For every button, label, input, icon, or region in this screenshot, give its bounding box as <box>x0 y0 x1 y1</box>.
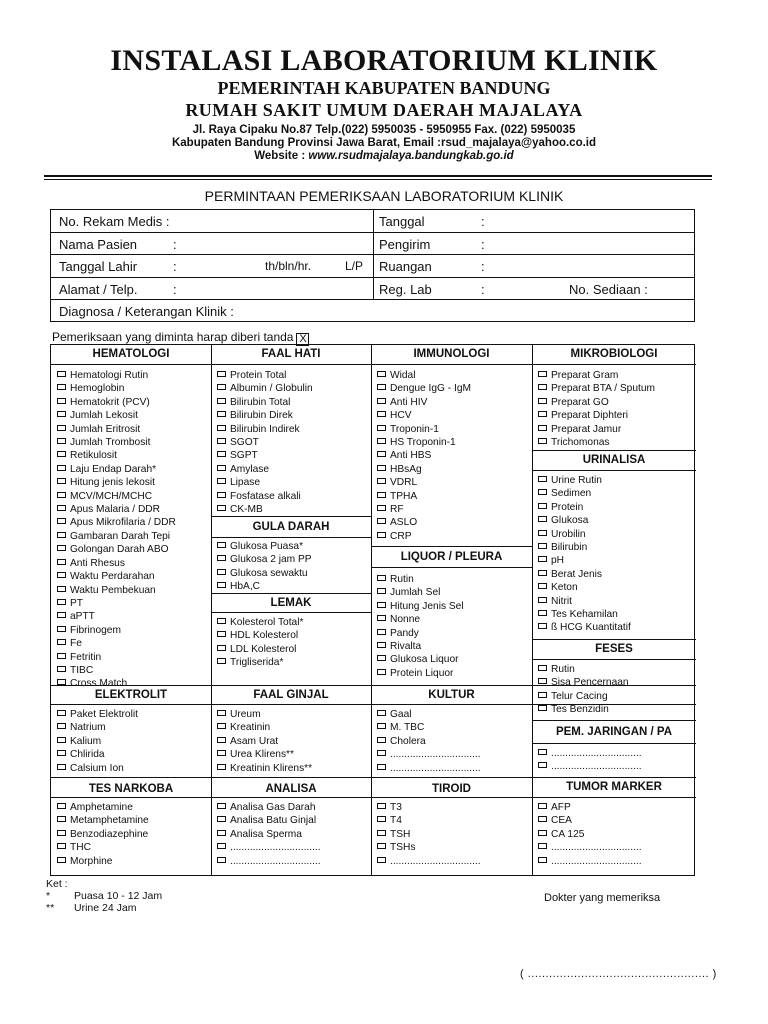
row-line <box>532 720 696 721</box>
ruangan-colon: : <box>481 259 485 274</box>
patient-info-box <box>50 209 695 322</box>
items-mikrobiologi <box>538 369 655 449</box>
checkbox-item[interactable]: Jumlah Trombosit <box>57 436 176 449</box>
checkbox-item[interactable]: ................................ <box>377 762 481 775</box>
checkbox-item[interactable]: TPHA <box>377 490 471 503</box>
rekam-medis-label: No. Rekam Medis : <box>59 214 170 229</box>
tanggal-label: Tanggal <box>379 214 425 229</box>
mark-example-box: X <box>296 333 309 346</box>
no-sediaan-label: No. Sediaan : <box>569 281 648 297</box>
section-title-tiroid: TIROID <box>432 783 471 795</box>
checkbox-item[interactable]: Rivalta <box>377 640 464 653</box>
checkbox-item[interactable]: Amylase <box>217 463 313 476</box>
form-title: PERMINTAAN PEMERIKSAAN LABORATORIUM KLINIK <box>204 188 564 204</box>
checkbox-item[interactable]: Preparat GO <box>538 396 655 409</box>
hospital-name: RUMAH SAKIT UMUM DAERAH MAJALAYA <box>185 100 583 120</box>
section-title-faal-hati: FAAL HATI <box>261 348 321 360</box>
checkbox-item[interactable]: Hematologi Rutin <box>57 369 176 382</box>
checkbox-item[interactable]: Sisa Pencernaan <box>538 676 629 689</box>
header-rule-thin <box>44 179 712 180</box>
checkbox-item[interactable]: Apus Mikrofilaria / DDR <box>57 516 176 529</box>
diagnosa-label: Diagnosa / Keterangan Klinik : <box>59 304 234 319</box>
pengirim-label: Pengirim <box>379 236 431 252</box>
items-tiroid <box>377 801 481 868</box>
checkbox-item[interactable]: Pandy <box>377 627 464 640</box>
info-row-5 <box>51 300 694 323</box>
items-lemak <box>217 616 303 670</box>
checkbox-item[interactable]: THC <box>57 841 149 854</box>
checkbox-item[interactable]: Trichomonas <box>538 436 655 449</box>
checkbox-item[interactable]: Keton <box>538 581 631 594</box>
section-title-elektrolit: ELEKTROLIT <box>94 689 168 701</box>
checkbox-item[interactable]: AFP <box>538 801 642 814</box>
row-line <box>51 797 696 798</box>
items-faal-ginjal <box>217 708 312 775</box>
checkbox-item[interactable]: Troponin-1 <box>377 423 471 436</box>
checkbox-item[interactable]: HbA,C <box>217 580 312 593</box>
row-line <box>532 659 696 660</box>
checkbox-item[interactable]: Preparat Diphteri <box>538 409 655 422</box>
checkbox-item[interactable]: Analisa Sperma <box>217 828 321 841</box>
header-row-line <box>51 364 696 365</box>
checkbox-item[interactable]: Telur Cacing <box>538 690 629 703</box>
ruangan-label: Ruangan <box>379 259 432 274</box>
checkbox-item[interactable]: Hematokrit (PCV) <box>57 396 176 409</box>
items-analisa <box>217 801 321 868</box>
website-url: www.rsudmajalaya.bandungkab.go.id <box>308 150 514 162</box>
checkbox-item[interactable]: Preparat BTA / Sputum <box>538 382 655 395</box>
checkbox-item[interactable]: Anti HBS <box>377 449 471 462</box>
checkbox-item[interactable]: Fe <box>57 637 176 650</box>
items-hematologi <box>57 369 176 691</box>
checkbox-item[interactable]: CEA <box>538 814 642 827</box>
checkbox-item[interactable]: SGOT <box>217 436 313 449</box>
items-jaringan <box>538 747 642 774</box>
checkbox-item[interactable]: Benzodiazephine <box>57 828 149 841</box>
pengirim-colon: : <box>481 236 485 252</box>
checkbox-item[interactable]: Bilirubin Total <box>217 396 313 409</box>
doctor-label: Dokter yang memeriksa <box>544 892 661 904</box>
checkbox-item[interactable]: Urine Rutin <box>538 474 631 487</box>
section-title-immunologi: IMMUNOLOGI <box>413 348 490 360</box>
nama-pasien-colon: : <box>173 236 177 252</box>
checkbox-item[interactable]: Fosfatase alkali <box>217 490 313 503</box>
checkbox-item[interactable]: ................................ <box>538 841 642 854</box>
instruction-text: Pemeriksaan yang diminta harap diberi tanda <box>52 330 294 344</box>
column-divider <box>371 345 372 875</box>
info-row-2 <box>51 233 694 256</box>
website-line <box>0 150 768 163</box>
info-row-4 <box>51 278 694 301</box>
checkbox-item[interactable]: Gaal <box>377 708 481 721</box>
checkbox-item[interactable]: Kolesterol Total* <box>217 616 303 629</box>
section-title-gula-darah: GULA DARAH <box>252 521 330 533</box>
note-1-mark: * <box>46 890 51 902</box>
checkbox-item[interactable]: Dengue IgG - IgM <box>377 382 471 395</box>
checkbox-item[interactable]: HBsAg <box>377 463 471 476</box>
checkbox-item[interactable]: Protein <box>538 501 631 514</box>
checkbox-item[interactable]: TSHs <box>377 841 481 854</box>
note-2-mark: ** <box>46 902 55 914</box>
checkbox-item[interactable]: Retikulosit <box>57 449 176 462</box>
checkbox-item[interactable]: Preparat Jamur <box>538 423 655 436</box>
header-rule <box>44 175 712 177</box>
checkbox-item[interactable]: Jumlah Eritrosit <box>57 423 176 436</box>
checkbox-item[interactable]: VDRL <box>377 476 471 489</box>
checkbox-item[interactable]: Sedimen <box>538 487 631 500</box>
lab-title: INSTALASI LABORATORIUM KLINIK <box>110 44 658 77</box>
items-elektrolit <box>57 708 138 775</box>
checkbox-item[interactable]: Hitung jenis lekosit <box>57 476 176 489</box>
checkbox-item[interactable]: RF <box>377 503 471 516</box>
checkbox-item[interactable]: Glukosa <box>538 514 631 527</box>
checkbox-item[interactable]: Hitung Jenis Sel <box>377 600 464 613</box>
note-1-text: Puasa 10 - 12 Jam <box>74 890 163 902</box>
items-liquor <box>377 573 464 680</box>
checkbox-item[interactable]: Nonne <box>377 613 464 626</box>
address-line: Jl. Raya Cipaku No.87 Telp.(022) 5950035 - 5950955 Fax. (022) 5950035 <box>192 124 576 136</box>
checkbox-item[interactable]: Urea Klirens** <box>217 748 312 761</box>
checkbox-item[interactable]: LDL Kolesterol <box>217 643 303 656</box>
checkbox-item[interactable]: Rutin <box>377 573 464 586</box>
note-2 <box>46 902 162 914</box>
checkbox-item[interactable]: Anti HIV <box>377 396 471 409</box>
row-line <box>532 470 696 471</box>
checkbox-item[interactable]: Kalium <box>57 735 138 748</box>
checkbox-item[interactable]: Morphine <box>57 855 149 868</box>
tanggal-colon: : <box>481 214 485 229</box>
checkbox-item[interactable]: Laju Endap Darah* <box>57 463 176 476</box>
checkbox-item[interactable]: ß HCG Kuantitatif <box>538 621 631 634</box>
email-line: Kabupaten Bandung Provinsi Jawa Barat, Email :rsud_majalaya@yahoo.co.id <box>171 137 597 149</box>
checkbox-item[interactable]: Metamphetamine <box>57 814 149 827</box>
tanggal-lahir-label: Tanggal Lahir <box>59 259 138 274</box>
row-line <box>532 639 696 640</box>
section-title-feses: FESES <box>595 643 633 655</box>
checkbox-item[interactable]: Apus Malaria / DDR <box>57 503 176 516</box>
checkbox-item[interactable]: Tes Benzidin <box>538 703 629 716</box>
checkbox-item[interactable]: Glukosa 2 jam PP <box>217 553 312 566</box>
checkbox-item[interactable]: Glukosa sewaktu <box>217 567 312 580</box>
checkbox-item[interactable]: Waktu Pembekuan <box>57 584 176 597</box>
checkbox-item[interactable]: Chlirida <box>57 748 138 761</box>
checkbox-item[interactable]: ................................ <box>217 841 321 854</box>
checkbox-item[interactable]: Glukosa Puasa* <box>217 540 312 553</box>
checkbox-item[interactable]: Cholera <box>377 735 481 748</box>
section-title-narkoba: TES NARKOBA <box>88 783 174 795</box>
checkbox-item[interactable]: Gambaran Darah Tepi <box>57 530 176 543</box>
website-label: Website : <box>254 150 309 162</box>
checkbox-item[interactable]: ................................ <box>217 855 321 868</box>
signature-line: ( ................................................... ) <box>520 968 717 980</box>
section-title-lemak: LEMAK <box>270 597 312 609</box>
checkbox-item[interactable]: Bilirubin Indirek <box>217 423 313 436</box>
items-feses <box>538 663 629 717</box>
checkbox-item[interactable]: Berat Jenis <box>538 568 631 581</box>
checkbox-item[interactable]: Glukosa Liquor <box>377 653 464 666</box>
checkbox-item[interactable]: Lipase <box>217 476 313 489</box>
checkbox-item[interactable]: Nitrit <box>538 595 631 608</box>
age-unit-label: th/bln/hr. <box>265 259 312 273</box>
checkbox-item[interactable]: T3 <box>377 801 481 814</box>
checkbox-item[interactable]: MCV/MCH/MCHC <box>57 490 176 503</box>
section-title-tumor: TUMOR MARKER <box>566 781 662 793</box>
government-name: PEMERINTAH KABUPATEN BANDUNG <box>217 78 551 98</box>
reg-lab-label: Reg. Lab <box>379 281 432 297</box>
gender-label: L/P <box>345 259 364 273</box>
checkbox-item[interactable]: Amphetamine <box>57 801 149 814</box>
row-line <box>371 546 532 547</box>
row-line <box>51 777 696 778</box>
checkbox-item[interactable]: TIBC <box>57 664 176 677</box>
checkbox-item[interactable]: ASLO <box>377 516 471 529</box>
checkbox-item[interactable]: Calsium Ion <box>57 762 138 775</box>
checkbox-item[interactable]: Analisa Gas Darah <box>217 801 321 814</box>
checkbox-item[interactable]: Albumin / Globulin <box>217 382 313 395</box>
checkbox-item[interactable]: Protein Total <box>217 369 313 382</box>
checkbox-item[interactable]: Protein Liquor <box>377 667 464 680</box>
section-title-liquor: LIQUOR / PLEURA <box>400 551 503 563</box>
checkbox-item[interactable]: Preparat Gram <box>538 369 655 382</box>
checkbox-item[interactable]: HS Troponin-1 <box>377 436 471 449</box>
row-line <box>211 612 371 613</box>
checkbox-item[interactable]: CRP <box>377 530 471 543</box>
section-title-urinalisa: URINALISA <box>582 454 646 466</box>
checkbox-item[interactable]: Paket Elektrolit <box>57 708 138 721</box>
tanggal-lahir-colon: : <box>173 259 177 274</box>
checkbox-item[interactable]: ................................ <box>377 748 481 761</box>
items-gula-darah <box>217 540 312 594</box>
checkbox-item[interactable]: Tes Kehamilan <box>538 608 631 621</box>
note-2-text: Urine 24 Jam <box>74 902 137 914</box>
items-kultur <box>377 708 481 775</box>
section-title-analisa: ANALISA <box>265 783 317 795</box>
row-line <box>532 743 696 744</box>
column-divider <box>532 345 533 875</box>
note-1 <box>46 890 162 902</box>
section-title-hematologi: HEMATOLOGI <box>92 348 170 360</box>
notes <box>46 878 162 914</box>
column-divider <box>211 345 212 875</box>
checkbox-item[interactable]: PT <box>57 597 176 610</box>
checkbox-item[interactable]: pH <box>538 554 631 567</box>
checkbox-item[interactable]: Jumlah Sel <box>377 586 464 599</box>
row-line <box>211 537 371 538</box>
checkbox-item[interactable]: TSH <box>377 828 481 841</box>
checkbox-item[interactable]: Ureum <box>217 708 312 721</box>
checkbox-item[interactable]: Kreatinin <box>217 721 312 734</box>
section-title-mikrobiologi: MIKROBIOLOGI <box>570 348 658 360</box>
checkbox-item[interactable]: Waktu Perdarahan <box>57 570 176 583</box>
notes-label: Ket : <box>46 878 68 890</box>
alamat-colon: : <box>173 281 177 297</box>
section-title-faal-ginjal: FAAL GINJAL <box>253 689 329 701</box>
info-row-3 <box>51 255 694 278</box>
items-immunologi <box>377 369 471 543</box>
checkbox-item[interactable]: Golongan Darah ABO <box>57 543 176 556</box>
alamat-label: Alamat / Telp. <box>59 281 138 297</box>
section-title-jaringan: PEM. JARINGAN / PA <box>555 726 673 738</box>
checkbox-item[interactable]: Rutin <box>538 663 629 676</box>
checkbox-item[interactable]: ................................ <box>538 747 642 760</box>
reg-lab-colon: : <box>481 281 485 297</box>
checkbox-item[interactable]: Bilirubin <box>538 541 631 554</box>
checkbox-item[interactable]: Urobilin <box>538 528 631 541</box>
items-urinalisa <box>538 474 631 635</box>
checkbox-item[interactable]: HDL Kolesterol <box>217 629 303 642</box>
checkbox-item[interactable]: CK-MB <box>217 503 313 516</box>
checkbox-item[interactable]: M. TBC <box>377 721 481 734</box>
checkbox-item[interactable]: ................................ <box>377 855 481 868</box>
row-line <box>371 567 532 568</box>
checkbox-item[interactable]: Widal <box>377 369 471 382</box>
info-row-1 <box>51 210 694 233</box>
checkbox-item[interactable]: Cross Match <box>57 677 176 690</box>
items-tumor <box>538 801 642 868</box>
checkbox-item[interactable]: Natrium <box>57 721 138 734</box>
section-title-kultur: KULTUR <box>428 689 475 701</box>
checkbox-item[interactable]: SGPT <box>217 449 313 462</box>
checkbox-item[interactable]: T4 <box>377 814 481 827</box>
checkbox-item[interactable]: aPTT <box>57 610 176 623</box>
checkbox-item[interactable]: Fetritin <box>57 651 176 664</box>
checkbox-item[interactable]: CA 125 <box>538 828 642 841</box>
checkbox-item[interactable]: HCV <box>377 409 471 422</box>
checkbox-item[interactable]: Bilirubin Direk <box>217 409 313 422</box>
exam-grid <box>50 344 695 876</box>
checkbox-item[interactable]: Anti Rhesus <box>57 557 176 570</box>
row-line <box>532 450 696 451</box>
checkbox-item[interactable]: Kreatinin Klirens** <box>217 762 312 775</box>
items-narkoba <box>57 801 149 868</box>
checkbox-item[interactable]: Fibrinogem <box>57 624 176 637</box>
nama-pasien-label: Nama Pasien <box>59 236 138 252</box>
checkbox-item[interactable]: Asam Urat <box>217 735 312 748</box>
checkbox-item[interactable]: Analisa Batu Ginjal <box>217 814 321 827</box>
checkbox-item[interactable]: ................................ <box>538 760 642 773</box>
checkbox-item[interactable]: Hemoglobin <box>57 382 176 395</box>
checkbox-item[interactable]: ................................ <box>538 855 642 868</box>
items-faal-hati <box>217 369 313 516</box>
checkbox-item[interactable]: Jumlah Lekosit <box>57 409 176 422</box>
checkbox-item[interactable]: Trigliserida* <box>217 656 303 669</box>
